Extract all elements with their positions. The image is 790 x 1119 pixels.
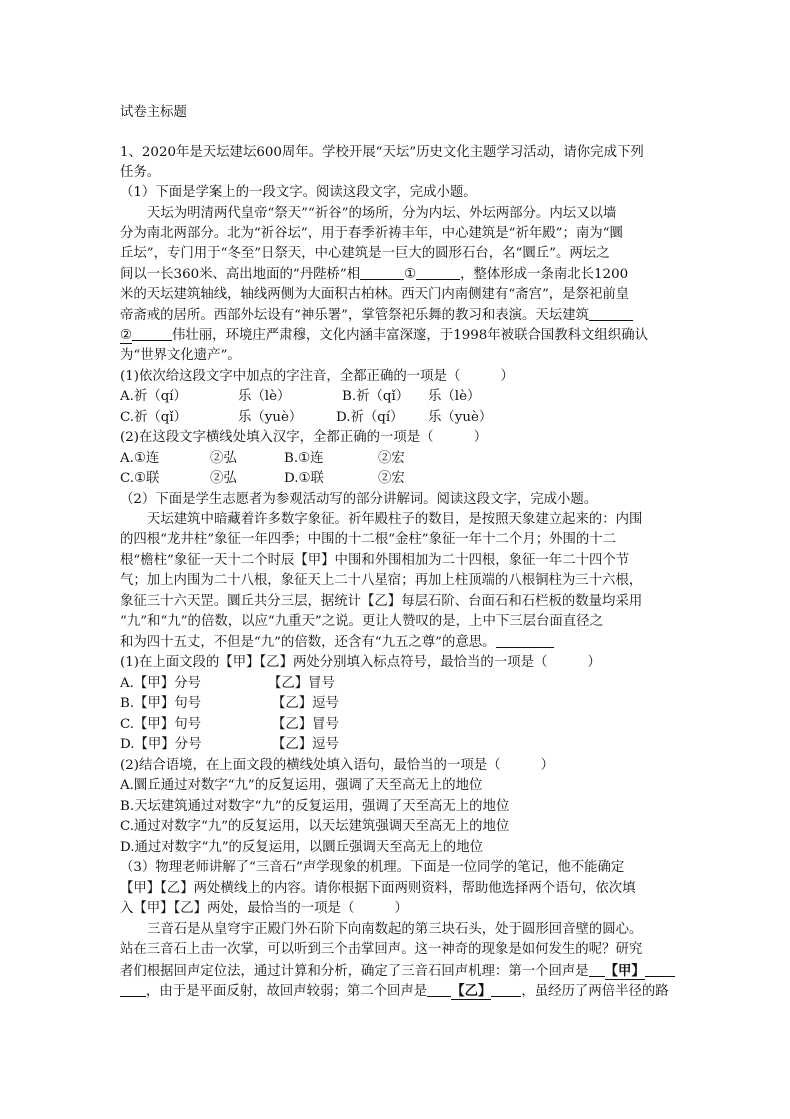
option-b: B.①连 xyxy=(284,451,324,466)
passage-3-line xyxy=(120,981,680,1002)
option-row-b xyxy=(120,694,680,714)
blank-underline xyxy=(496,634,554,648)
question-1-stem-cont: 任务。 xyxy=(120,165,161,180)
blank-underline xyxy=(589,307,633,321)
option-row-d xyxy=(120,735,680,755)
options-row xyxy=(120,469,680,489)
blank-marker-2: ② xyxy=(120,328,133,343)
passage-text: 伟壮丽，环境庄严肃穆，文化内涵丰富深邃，于1998年被联合国教科文组织确认 xyxy=(172,328,648,343)
passage-3-line xyxy=(120,961,680,982)
passage-2-line: 的四根“龙井柱”象征一年四季；中围的十二根“金柱”象征一年十二个月；外围的十二 xyxy=(120,532,617,547)
option-b-2: 【乙】逗号 xyxy=(272,696,339,711)
subquestion-1-2: (2)在这段文字横线处填入汉字，全都正确的一项是（ ） xyxy=(120,430,488,445)
option-c-2: ②弘 xyxy=(210,471,237,486)
option-c-2: 乐（yuè） xyxy=(238,410,303,425)
blank-underline xyxy=(427,983,451,997)
passage-text: 和为四十五丈，不但是“九”的倍数，还含有“九五之尊”的意思。 xyxy=(120,635,496,650)
option-row-a xyxy=(120,674,680,694)
option-b-2: 乐（lè） xyxy=(428,389,481,404)
blank-marker-yi: 【乙】 xyxy=(451,983,492,999)
blank-underline xyxy=(416,266,460,280)
blank-underline xyxy=(120,983,146,997)
option-c-2: 【乙】冒号 xyxy=(272,717,339,732)
task-3-heading-cont: 【甲】【乙】两处横线上的内容。请你根据下面两则资料，帮助他选择两个语句，依次填 xyxy=(120,881,636,896)
passage-1-line: 米的天坛建筑轴线，轴线两侧为大面积古柏林。西天门内南侧建有“斋宫”，是祭祀前皇 xyxy=(120,287,630,302)
page-title: 试卷主标题 xyxy=(120,105,187,120)
blank-underline xyxy=(360,266,404,280)
option-d: D.①联 xyxy=(284,471,324,486)
subquestion-2-1: (1)在上面文段的【甲】【乙】两处分别填入标点符号，最恰当的一项是（ ） xyxy=(120,655,601,670)
option-a: A.圜丘通过对数字“九”的反复运用，强调了天至高无上的地位 xyxy=(120,778,483,793)
task-2-heading: （2）下面是学生志愿者为参观活动写的部分讲解词。阅读这段文字，完成小题。 xyxy=(120,492,598,507)
blank-underline xyxy=(645,963,675,977)
option-d-2: ②宏 xyxy=(378,471,405,486)
option-b: B.天坛建筑通过对数字“九”的反复运用，强调了天至高无上的地位 xyxy=(120,799,510,814)
option-d: D.【甲】分号 xyxy=(120,737,202,752)
passage-text: ，虽经历了两倍半径的路 xyxy=(521,984,669,999)
blank-underline xyxy=(589,963,605,977)
passage-1-line: 丘坛”，专门用于“冬至”日祭天，中心建筑是一巨大的圆形石台，名“圜丘”。两坛之 xyxy=(120,246,610,261)
option-a-2: 【乙】冒号 xyxy=(268,676,335,691)
option-c: C.通过对数字“九”的反复运用，以天坛建筑强调天至高无上的地位 xyxy=(120,819,510,834)
passage-2-line xyxy=(120,633,680,653)
passage-text: ，由于是平面反射，故回声较弱；第二个回声是 xyxy=(146,984,428,999)
blank-marker-1: ① xyxy=(404,267,417,282)
option-a: A.①连 xyxy=(120,451,160,466)
option-d-2: 乐（yuè） xyxy=(428,410,493,425)
option-a-2: ②弘 xyxy=(210,451,237,466)
passage-2-line: 象征三十六天罡。圜丘共分三层，据统计【乙】每层石阶、台面石和石栏板的数量均采用 xyxy=(120,594,643,609)
passage-text: ，整体形成一条南北长1200 xyxy=(460,267,629,282)
passage-1-line: 分为南北两部分。北为“祈谷坛”，用于春季祈祷丰年，中心建筑是“祈年殿”；南为“圜 xyxy=(120,226,623,241)
passage-2-line: 根“檐柱”象征一天十二个时辰【甲】中围和外围相加为二十四根，象征一年二十四个节 xyxy=(120,553,630,568)
passage-1-line xyxy=(120,326,680,346)
option-b-2: ②宏 xyxy=(378,451,405,466)
passage-text: 间以一长360米、高出地面的“丹陛桥”相 xyxy=(120,267,361,282)
passage-text: 帝斋戒的居所。西部外坛设有“神乐署”，掌管祭祀乐舞的教习和表演。天坛建筑 xyxy=(120,308,589,323)
subquestion-2-2: (2)结合语境，在上面文段的横线处填入语句，最恰当的一项是（ ） xyxy=(120,758,555,773)
blank-marker-jia: 【甲】 xyxy=(604,963,645,979)
options-row xyxy=(120,408,680,428)
passage-1-line xyxy=(120,306,680,326)
passage-text: 者们根据回声定位法，通过计算和分析，确定了三音石回声机理：第一个回声是 xyxy=(120,964,589,979)
blank-underline xyxy=(132,327,172,341)
subquestion-1-1: (1)依次给这段文字中加点的字注音，全都正确的一项是（ ） xyxy=(120,369,514,384)
option-c: C.祈（qǐ） xyxy=(120,410,188,425)
option-a: A.祈（qí） xyxy=(120,389,187,404)
passage-3-line: 站在三音石上击一次掌，可以听到三个击掌回声。这一神奇的现象是如何发生的呢？研究 xyxy=(120,942,643,957)
task-1-heading: （1）下面是学案上的一段文字。阅读这段文字，完成小题。 xyxy=(120,185,477,200)
passage-2-line: “九”和“九”的倍数，以应“九重天”之说。更让人赞叹的是，上中下三层台面直径之 xyxy=(120,614,603,629)
blank-underline xyxy=(491,983,521,997)
option-d: D.祈（qí） xyxy=(336,410,404,425)
option-row-c xyxy=(120,715,680,735)
options-row xyxy=(120,449,680,469)
passage-2-line: 气；加上内围为二十八根，象征天上二十八星宿；再加上柱顶端的八根铜柱为三十六根， xyxy=(120,573,643,588)
task-3-heading: （3）物理老师讲解了“三音石”声学现象的机理。下面是一位同学的笔记，他不能确定 xyxy=(120,860,625,875)
option-a-2: 乐（lè） xyxy=(238,389,291,404)
task-3-heading-cont: 入【甲】【乙】两处，最恰当的一项是（ ） xyxy=(120,901,408,916)
passage-2-line: 天坛建筑中暗藏着许多数字象征。祈年殿柱子的数目，是按照天象建立起来的：内围 xyxy=(147,512,643,527)
option-b: B.【甲】句号 xyxy=(120,696,202,711)
question-1-stem: 1、2020年是天坛建坛600周年。学校开展“天坛”历史文化主题学习活动，请你完成下列 xyxy=(120,145,644,160)
option-b: B.祈（qǐ） xyxy=(342,389,410,404)
passage-1-line: 为“世界文化遗产”。 xyxy=(120,348,241,363)
option-c: C.【甲】句号 xyxy=(120,717,201,732)
passage-1-line: 天坛为明清两代皇帝“祭天”“祈谷”的场所，分为内坛、外坛两部分。内坛又以墙 xyxy=(147,206,617,221)
option-c: C.①联 xyxy=(120,471,160,486)
option-d-2: 【乙】逗号 xyxy=(272,737,339,752)
passage-1-line xyxy=(120,265,680,285)
passage-3-line: 三音石是从皇穹宇正殿门外石阶下向南数起的第三块石头，处于圆形回音壁的圆心。 xyxy=(147,922,643,937)
option-d: D.通过对数字“九”的反复运用，以圜丘强调天至高无上的地位 xyxy=(120,840,483,855)
options-row xyxy=(120,387,680,407)
option-a: A.【甲】分号 xyxy=(120,676,201,691)
